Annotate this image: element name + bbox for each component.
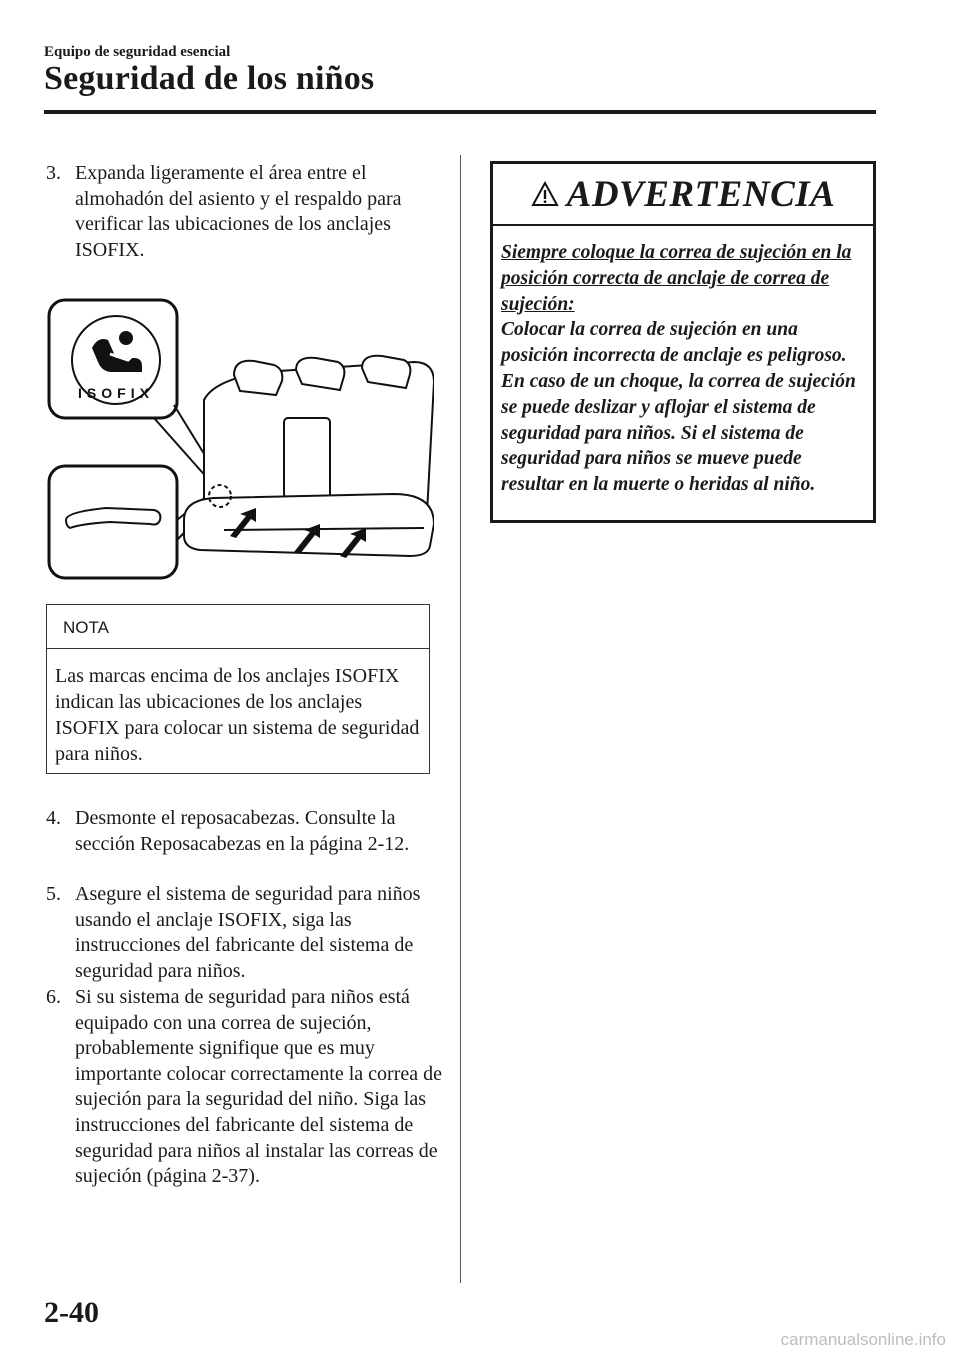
note-box <box>46 604 430 774</box>
step-5 <box>46 882 446 984</box>
title-rule <box>44 110 876 114</box>
step-4 <box>46 806 446 857</box>
step-text: Si su sistema de seguridad para niños está equipado con una correa de sujeción, probablemente signifique que es muy importante colocar correctamente la correa de sujeción para la seguridad del niño. Siga las instrucciones del fabricante del sistema de seguridad para niños al instalar las correas de sujeción (página 2-37). <box>75 986 443 1188</box>
isofix-label: ISOFIX <box>78 385 154 401</box>
isofix-symbol-callout <box>49 300 177 418</box>
warning-title: ADVERTENCIA <box>566 173 836 215</box>
warning-text: Colocar la correa de sujeción en una posición incorrecta de anclaje es peligroso. En caso de un choque, la correa de sujeción se puede deslizar y aflojar el sistema de seguridad para niños. Si el sistema de seguridad para niños se mueve puede resultar en la muerte o heridas al niño. <box>501 319 856 496</box>
column-divider <box>460 155 461 1283</box>
step-text: Desmonte el reposacabezas. Consulte la sección Reposacabezas en la página 2-12. <box>75 807 410 855</box>
step-3 <box>46 161 446 263</box>
warning-header <box>493 164 873 226</box>
note-heading: NOTA <box>47 605 429 649</box>
page-number: 2-40 <box>44 1296 99 1329</box>
note-text: Las marcas encima de los anclajes ISOFIX indican las ubicaciones de los anclajes ISOFIX para colocar un sistema de seguridad para niños. <box>55 665 420 765</box>
rear-seat <box>184 356 434 556</box>
step-number: 4. <box>46 807 61 829</box>
watermark: carmanualsonline.info <box>780 1330 946 1349</box>
page-title: Seguridad de los niños <box>44 60 375 97</box>
warning-triangle-icon <box>531 181 559 207</box>
step-number: 6. <box>46 986 61 1008</box>
section-label: Equipo de seguridad esencial <box>44 44 231 60</box>
anchor-bar-callout <box>49 466 177 578</box>
step-text: Asegure el sistema de seguridad para niños usando el anclaje ISOFIX, siga las instrucciones del fabricante del sistema de seguridad para niños. <box>75 883 421 982</box>
warning-box <box>490 161 876 523</box>
warning-lead: Siempre coloque la correa de sujeción en la posición correcta de anclaje de correa de sujeción: <box>501 242 852 315</box>
step-text: Expanda ligeramente el área entre el almohadón del asiento y el respaldo para verificar las ubicaciones de los anclajes ISOFIX. <box>75 162 402 261</box>
step-6 <box>46 985 446 1190</box>
step-number: 3. <box>46 162 61 184</box>
isofix-seat-illustration <box>44 290 434 590</box>
warning-body <box>493 226 873 498</box>
step-number: 5. <box>46 883 61 905</box>
